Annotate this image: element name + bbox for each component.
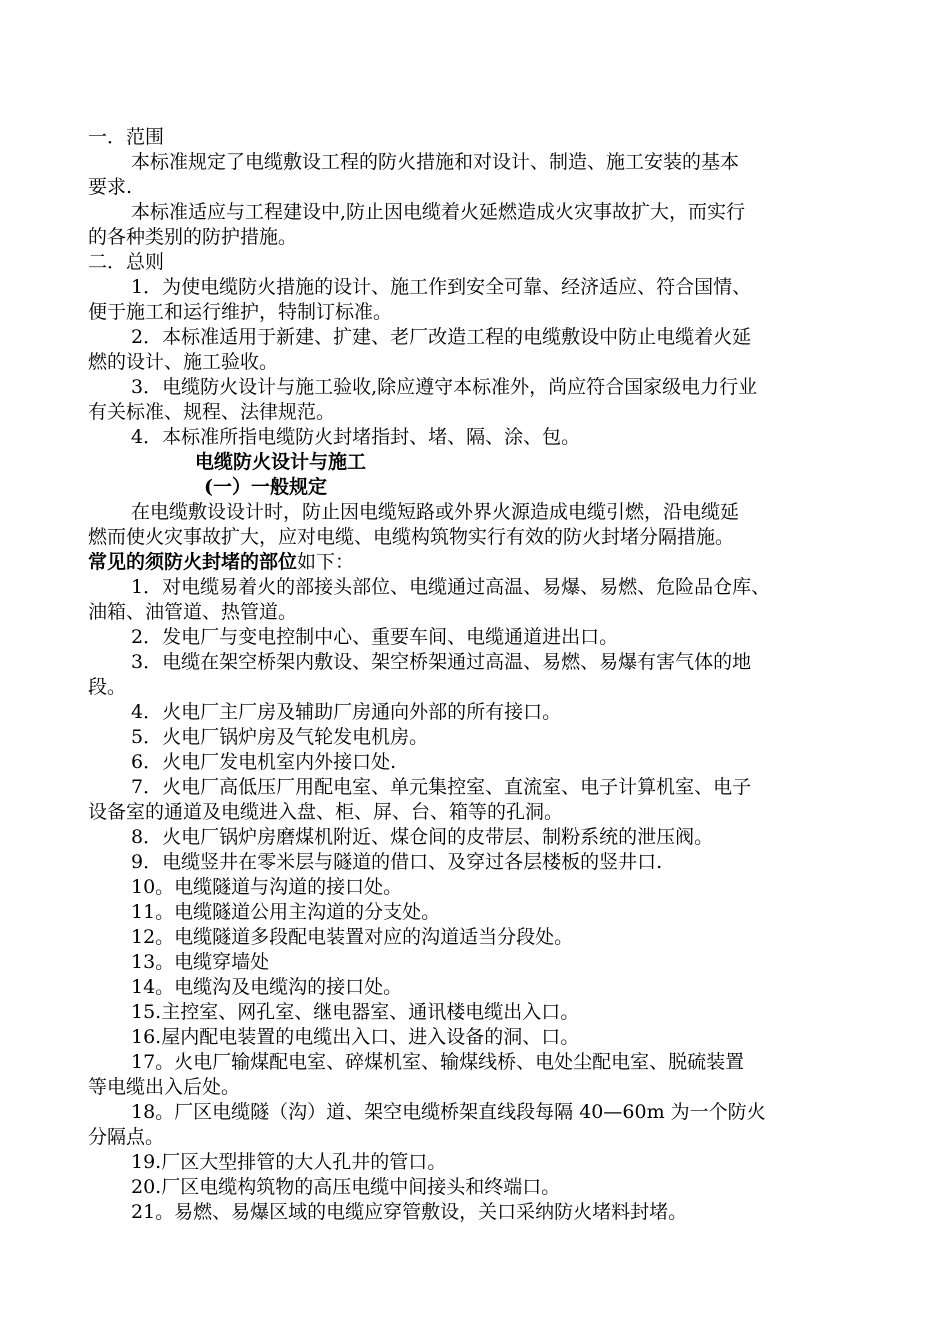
list-item: 3．电缆在架空桥架内敷设、架空桥架通过高温、易燃、易爆有害气体的地 bbox=[131, 651, 752, 673]
paragraph-line: 燃而使火灾事故扩大，应对电缆、电缆构筑物实行有效的防火封堵分隔措施。 bbox=[88, 526, 735, 548]
locations-intro bbox=[88, 550, 354, 575]
paragraph-line: 本标准适应与工程建设中,防止因电缆着火延燃造成火灾事故扩大，而实行 bbox=[131, 201, 746, 223]
list-item-cont: 分隔点。 bbox=[88, 1126, 165, 1148]
list-item: 6．火电厂发电机室内外接口处. bbox=[131, 751, 397, 773]
list-item: 14。电缆沟及电缆沟的接口处。 bbox=[131, 976, 403, 998]
paragraph-line: 本标准规定了电缆敷设工程的防火措施和对设计、制造、施工安装的基本 bbox=[131, 151, 740, 173]
locations-intro-tail: 如下： bbox=[297, 551, 355, 573]
list-item: 19.厂区大型排管的大人孔井的管口。 bbox=[131, 1151, 447, 1173]
paragraph-line: 的各种类别的防护措施。 bbox=[88, 226, 298, 248]
list-item: 5．火电厂锅炉房及气轮发电机房。 bbox=[131, 726, 429, 748]
list-item: 4．本标准所指电缆防火封堵指封、堵、隔、涂、包。 bbox=[131, 426, 581, 448]
list-item-cont: 便于施工和运行维护，特制订标准。 bbox=[88, 301, 393, 323]
list-item: 16.屋内配电装置的电缆出入口、进入设备的洞、口。 bbox=[131, 1026, 580, 1048]
list-item: 13。电缆穿墙处 bbox=[131, 951, 270, 973]
list-item-cont: 燃的设计、施工验收。 bbox=[88, 351, 279, 373]
list-item: 8．火电厂锅炉房磨煤机附近、煤仓间的皮带层、制粉系统的泄压阀。 bbox=[131, 826, 714, 848]
list-item: 20.厂区电缆构筑物的高压电缆中间接头和终端口。 bbox=[131, 1176, 561, 1198]
list-item-cont: 油箱、油管道、热管道。 bbox=[88, 601, 298, 623]
list-item: 11。电缆隧道公用主沟道的分支处。 bbox=[131, 901, 441, 923]
section-2-title: 二．总则 bbox=[88, 251, 165, 273]
list-item: 17。火电厂输煤配电室、碎煤机室、输煤线桥、电处尘配电室、脱硫装置 bbox=[131, 1051, 745, 1073]
list-item-cont: 有关标准、规程、法律规范。 bbox=[88, 401, 336, 423]
list-item: 10。电缆隧道与沟道的接口处。 bbox=[131, 876, 403, 898]
list-item: 3．电缆防火设计与施工验收,除应遵守本标准外，尚应符合国家级电力行业 bbox=[131, 376, 758, 398]
list-item: 1．对电缆易着火的部接头部位、电缆通过高温、易爆、易燃、危险品仓库、 bbox=[131, 576, 771, 598]
list-item: 4．火电厂主厂房及辅助厂房通向外部的所有接口。 bbox=[131, 701, 562, 723]
section-3-subtitle: (一）一般规定 bbox=[204, 476, 327, 498]
list-item: 2．发电厂与变电控制中心、重要车间、电缆通道进出口。 bbox=[131, 626, 619, 648]
section-3-title: 电缆防火设计与施工 bbox=[195, 451, 367, 473]
locations-intro-bold: 常见的须防火封堵的部位 bbox=[88, 551, 298, 573]
list-item: 9．电缆竖井在零米层与隧道的借口、及穿过各层楼板的竖井口. bbox=[131, 851, 663, 873]
paragraph-line: 要求. bbox=[88, 176, 133, 198]
section-1-title: 一．范围 bbox=[88, 126, 165, 148]
list-item-cont: 设备室的通道及电缆进入盘、柜、屏、台、箱等的孔洞。 bbox=[88, 801, 564, 823]
list-item-cont: 等电缆出入后处。 bbox=[88, 1076, 241, 1098]
list-item: 12。电缆隧道多段配电装置对应的沟道适当分段处。 bbox=[131, 926, 574, 948]
paragraph-line: 在电缆敷设设计时，防止因电缆短路或外界火源造成电缆引燃，沿电缆延 bbox=[131, 501, 740, 523]
list-item: 15.主控室、网孔室、继电器室、通讯楼电缆出入口。 bbox=[131, 1001, 580, 1023]
list-item: 1．为使电缆防火措施的设计、施工作到安全可靠、经济适应、符合国情、 bbox=[131, 276, 752, 298]
list-item: 2．本标准适用于新建、扩建、老厂改造工程的电缆敷设中防止电缆着火延 bbox=[131, 326, 752, 348]
list-item: 18。厂区电缆隧（沟）道、架空电缆桥架直线段每隔 40—60m 为一个防火 bbox=[131, 1101, 766, 1123]
list-item: 21。易燃、易爆区域的电缆应穿管敷设，关口采纳防火堵料封堵。 bbox=[131, 1201, 688, 1223]
list-item: 7．火电厂高低压厂用配电室、单元集控室、直流室、电子计算机室、电子 bbox=[131, 776, 752, 798]
list-item-cont: 段。 bbox=[88, 676, 127, 698]
